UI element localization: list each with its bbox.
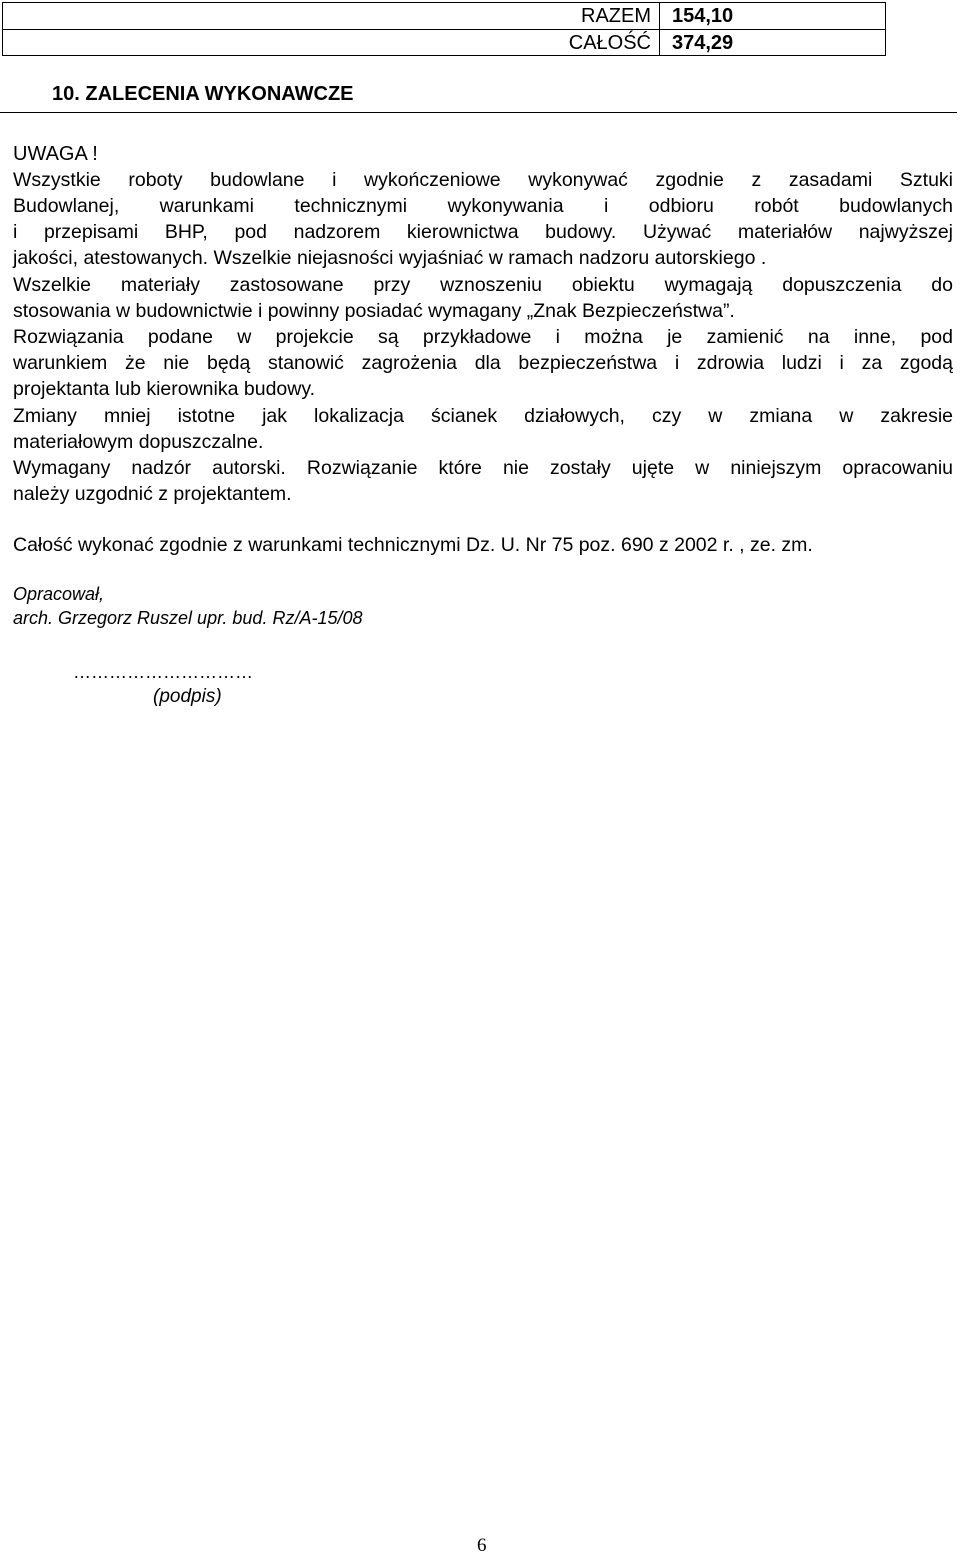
calosc-label: CAŁOŚĆ [568, 32, 651, 54]
signature-dots: ………………………… [73, 662, 253, 682]
note-line: Wszelkie materiały zastosowane przy wznoszeniu obiektu wymagają dopuszczenia do [13, 274, 953, 296]
note-line: Budowlanej, warunkami technicznymi wykonywania i odbioru robót budowlanych [13, 195, 953, 217]
section-heading: 10. ZALECENIA WYKONAWCZE [52, 83, 354, 105]
note-label: UWAGA ! [13, 143, 98, 165]
razem-label: RAZEM [581, 5, 651, 27]
razem-value: 154,10 [672, 5, 734, 27]
note-line: Wymagany nadzór autorski. Rozwiązanie które nie zostały ujęte w niniejszym opracowaniu [13, 457, 953, 479]
summary-table [2, 2, 886, 56]
note-line: należy uzgodnić z projektantem. [13, 483, 292, 505]
note-line: materiałowym dopuszczalne. [13, 431, 264, 453]
note-line: stosowania w budownictwie i powinny posiadać wymagany „Znak Bezpieczeństwa”. [13, 300, 735, 322]
note-line: warunkiem że nie będą stanowić zagrożenia dla bezpieczeństwa i zdrowia ludzi i za zgodą [13, 352, 953, 374]
note-line: Zmiany mniej istotne jak lokalizacja ścianek działowych, czy w zmiana w zakresie [13, 405, 953, 427]
table-row-razem [3, 3, 885, 29]
prepared-by-label: Opracował, [13, 584, 105, 604]
note-line: projektanta lub kierownika budowy. [13, 378, 316, 400]
note-line: jakości, atestowanych. Wszelkie niejasności wyjaśniać w ramach nadzoru autorskiego . [13, 247, 767, 269]
author-name: arch. Grzegorz Ruszel upr. bud. Rz/A-15/08 [13, 608, 363, 628]
calosc-value: 374,29 [672, 32, 734, 54]
heading-rule [0, 112, 957, 113]
signature-label: (podpis) [153, 686, 222, 707]
page-number: 6 [477, 1535, 487, 1556]
note-line: Rozwiązania podane w projekcie są przykładowe i można je zamienić na inne, pod [13, 326, 953, 348]
note-line: Wszystkie roboty budowlane i wykończeniowe wykonywać zgodnie z zasadami Sztuki [13, 169, 953, 191]
table-row-calosc [3, 29, 885, 56]
closing-statement: Całość wykonać zgodnie z warunkami technicznymi Dz. U. Nr 75 poz. 690 z 2002 r. , ze. zm. [13, 534, 813, 556]
note-line: i przepisami BHP, pod nadzorem kierownictwa budowy. Używać materiałów najwyższej [13, 221, 953, 243]
